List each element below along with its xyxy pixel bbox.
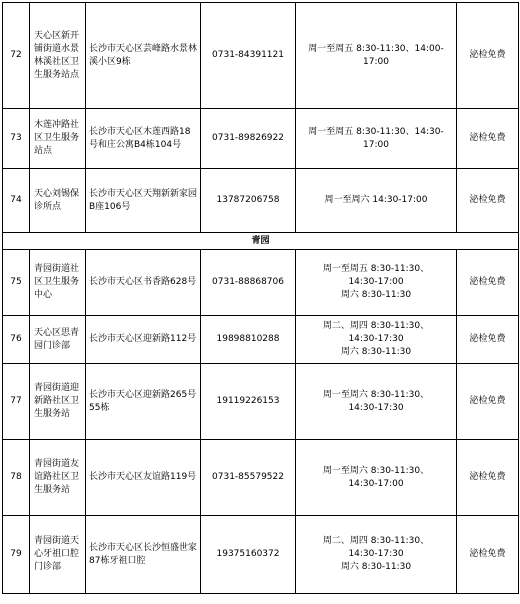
clinic-address: 长沙市天心区迎新路265号55栋 xyxy=(86,364,201,440)
clinic-phone: 0731-85579522 xyxy=(201,440,296,516)
clinic-hours xyxy=(296,250,457,316)
clinic-address: 长沙市天心区长沙恒盛世家87栋牙祖口腔 xyxy=(86,516,201,594)
hours-line: 14:30-17:30 xyxy=(348,549,404,559)
hours-line: 周六 8:30-11:30 xyxy=(340,290,412,300)
row-number: 76 xyxy=(3,316,30,364)
service-note: 泌检免费 xyxy=(457,109,519,169)
hours-line: 周一至周五 8:30-11:30、14:00-17:00 xyxy=(308,43,444,67)
clinic-address: 长沙市天心区芸峰路水景林溪小区9栋 xyxy=(86,3,201,109)
row-number: 73 xyxy=(3,109,30,169)
clinic-hours xyxy=(296,364,457,440)
hours-line: 周一至周六 8:30-11:30、 xyxy=(322,465,430,476)
clinic-hours xyxy=(296,109,457,169)
clinic-name: 青园街道友谊路社区卫生服务站 xyxy=(30,440,86,516)
service-note: 泌检免费 xyxy=(457,364,519,440)
hours-line: 周六 8:30-11:30 xyxy=(340,347,412,357)
clinic-hours xyxy=(296,440,457,516)
hours-line: 14:30-17:00 xyxy=(348,277,404,287)
service-note: 泌检免费 xyxy=(457,250,519,316)
clinic-address: 长沙市天心区书香路628号 xyxy=(86,250,201,316)
service-note: 泌检免费 xyxy=(457,316,519,364)
table-body xyxy=(3,3,519,594)
service-note: 泌检免费 xyxy=(457,440,519,516)
row-number: 79 xyxy=(3,516,30,594)
hours-line: 14:30-17:30 xyxy=(348,334,404,344)
clinic-phone: 19375160372 xyxy=(201,516,296,594)
row-number: 78 xyxy=(3,440,30,516)
clinic-phone: 0731-88868706 xyxy=(201,250,296,316)
row-number: 74 xyxy=(3,169,30,233)
clinic-address: 长沙市天心区木莲西路18号和庄公寓B4栋104号 xyxy=(86,109,201,169)
clinic-phone: 19898810288 xyxy=(201,316,296,364)
service-note: 泌检免费 xyxy=(457,3,519,109)
hours-line: 14:30-17:30 xyxy=(348,402,404,413)
clinic-name: 天心刘锡保诊所点 xyxy=(30,169,86,233)
clinic-name: 天心区思青园门诊部 xyxy=(30,316,86,364)
table-row xyxy=(3,364,519,440)
hours-line: 周一至周五 8:30-11:30、14:30-17:00 xyxy=(308,126,444,150)
row-number: 77 xyxy=(3,364,30,440)
clinic-address: 长沙市天心区天翔新新家园B座106号 xyxy=(86,169,201,233)
clinic-phone: 13787206758 xyxy=(201,169,296,233)
clinic-hours xyxy=(296,3,457,109)
clinic-hours xyxy=(296,316,457,364)
clinic-phone: 0731-89826922 xyxy=(201,109,296,169)
table-row xyxy=(3,316,519,364)
clinic-name: 青园街道天心牙祖口腔门诊部 xyxy=(30,516,86,594)
hours-line: 14:30-17:00 xyxy=(348,478,404,489)
section-title: 青园 xyxy=(3,233,519,250)
hours-line: 周一至周六 8:30-11:30、 xyxy=(322,389,430,400)
service-note: 泌检免费 xyxy=(457,169,519,233)
hours-line: 周二、周四 8:30-11:30、 xyxy=(322,536,430,546)
clinic-schedule-table xyxy=(2,2,519,594)
row-number: 72 xyxy=(3,3,30,109)
clinic-address: 长沙市天心区友谊路119号 xyxy=(86,440,201,516)
hours-line: 周二、周四 8:30-11:30、 xyxy=(322,321,430,331)
row-number: 75 xyxy=(3,250,30,316)
hours-line: 周六 8:30-11:30 xyxy=(340,562,412,572)
hours-line: 周一至周六 14:30-17:00 xyxy=(324,195,428,205)
clinic-name: 木莲冲路社区卫生服务站点 xyxy=(30,109,86,169)
clinic-name: 青园街道迎新路社区卫生服务站 xyxy=(30,364,86,440)
table-row xyxy=(3,109,519,169)
clinic-name: 天心区新开铺街道水景林溪社区卫生服务站点 xyxy=(30,3,86,109)
table-row xyxy=(3,169,519,233)
table-row xyxy=(3,3,519,109)
clinic-name: 青园街道社区卫生服务中心 xyxy=(30,250,86,316)
clinic-hours xyxy=(296,516,457,594)
service-note: 泌检免费 xyxy=(457,516,519,594)
hours-line: 周一至周五 8:30-11:30、 xyxy=(322,264,430,274)
table-row xyxy=(3,250,519,316)
clinic-address: 长沙市天心区迎新路112号 xyxy=(86,316,201,364)
clinic-phone: 0731-84391121 xyxy=(201,3,296,109)
table-row xyxy=(3,516,519,594)
clinic-phone: 19119226153 xyxy=(201,364,296,440)
table-row xyxy=(3,440,519,516)
section-header-row xyxy=(3,233,519,250)
clinic-hours xyxy=(296,169,457,233)
